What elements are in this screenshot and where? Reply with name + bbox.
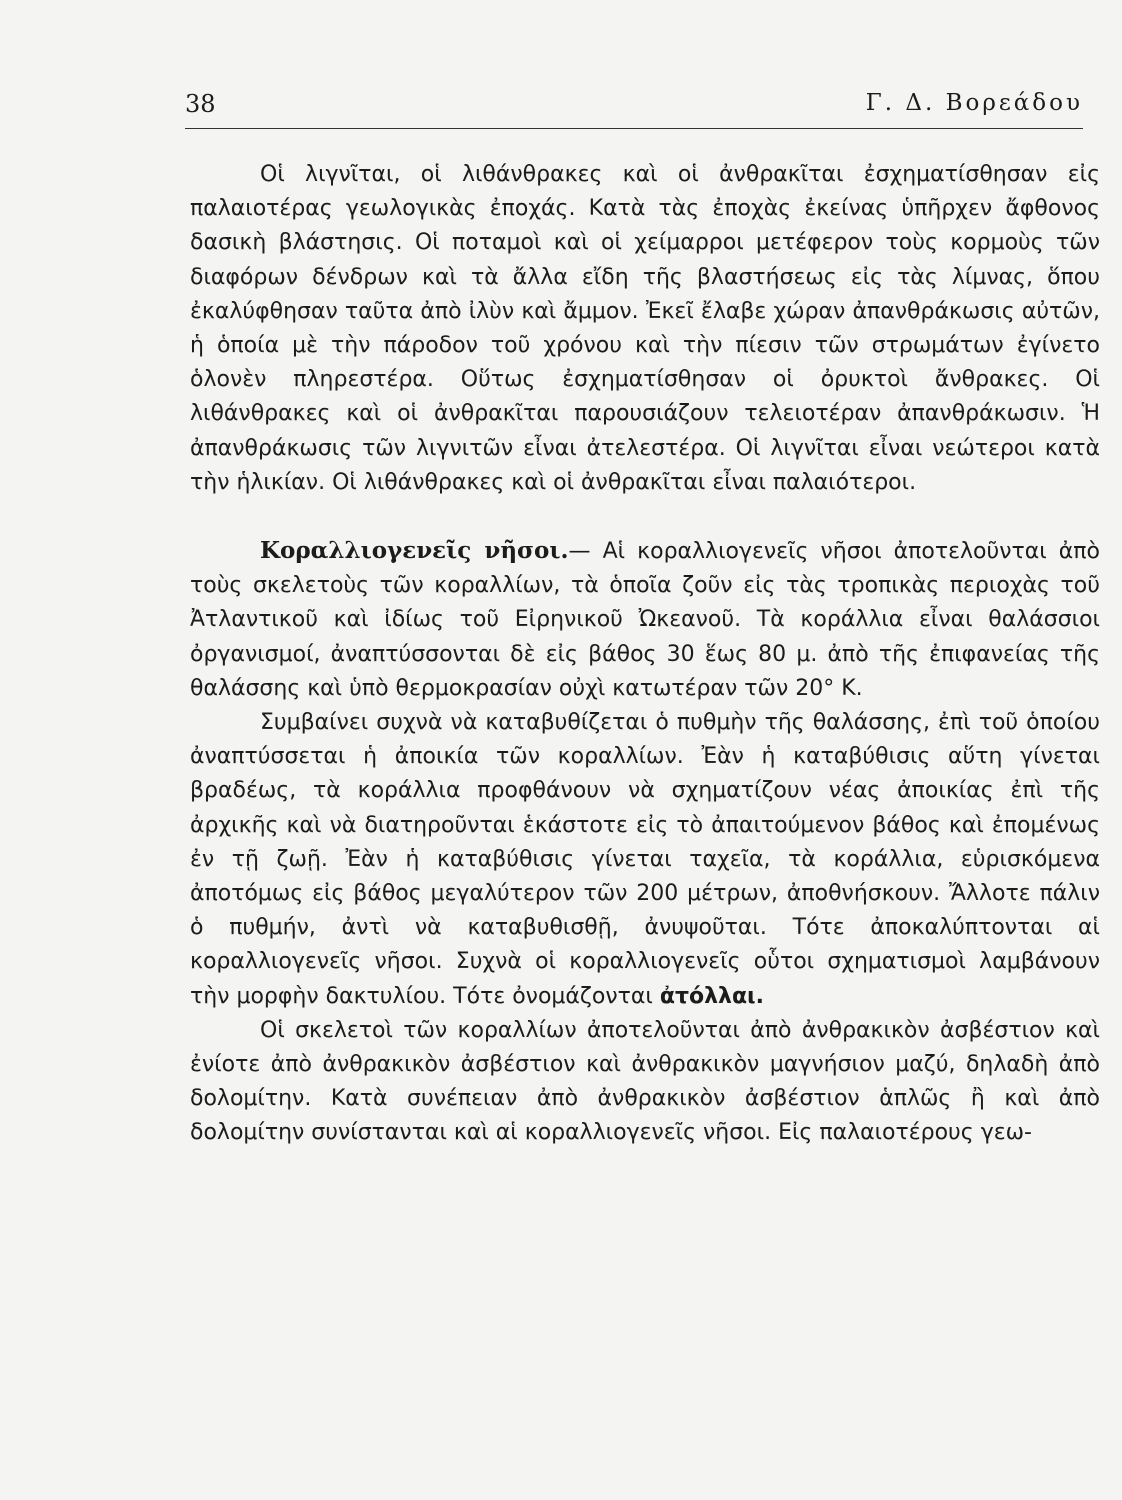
paragraph-text: Οἱ σκελετοὶ τῶν κοραλλίων ἀποτελοῦνται ἀπὸ ἀνθρακικὸν ἀσβέστιον καὶ ἐνίοτε ἀπὸ ἀνθρακικὸν ἀσβέστιον καὶ ἀνθρακικὸν μαγνήσιον μαζύ, δηλαδὴ ἀπὸ δολομίτην. Κατὰ συνέπειαν ἀπὸ ἀνθρακικὸν ἀσβέστιον ἁπλῶς ἢ καὶ ἀπὸ δολομίτην συνίστανται καὶ αἱ κοραλλιογενεῖς νῆσοι. Εἰς παλαιοτέρους γεω- <box>190 1017 1100 1146</box>
paragraph-skeletons <box>190 1014 1100 1151</box>
body-text <box>190 158 1100 1151</box>
paragraph-text: Οἱ λιγνῖται, οἱ λιθάνθρακες καὶ οἱ ἀνθρακῖται ἐσχηματίσθησαν εἰς παλαιοτέρας γεωλογικὰς ἐποχάς. Κατὰ τὰς ἐποχὰς ἐκείνας ὑπῆρχεν ἄφθονος δασικὴ βλάστησις. Οἱ ποταμοὶ καὶ οἱ χείμαρροι μετέφερον τοὺς κορμοὺς τῶν διαφόρων δένδρων καὶ τὰ ἄλλα εἴδη τῆς βλαστήσεως εἰς τὰς λίμνας, ὅπου ἐκαλύφθησαν ταῦτα ἀπὸ ἰλὺν καὶ ἄμμον. Ἐκεῖ ἔλαβε χώραν ἀπανθράκωσις αὐτῶν, ἡ ὁποία μὲ τὴν πάροδον τοῦ χρόνου καὶ τὴν πίεσιν τῶν στρωμάτων ἐγίνετο ὁλονὲν πληρεστέρα. Οὕτως ἐσχηματίσθησαν οἱ ὀρυκτοὶ ἄνθρακες. Οἱ λιθάνθρακες καὶ οἱ ἀνθρακῖται παρουσιάζουν τελειοτέραν ἀπανθράκωσιν. Ἡ ἀπανθράκωσις τῶν λιγνιτῶν εἶναι ἀτελεστέρα. Οἱ λιγνῖται εἶναι νεώτεροι κατὰ τὴν ἡλικίαν. Οἱ λιθάνθρακες καὶ οἱ ἀνθρακῖται εἶναι παλαιότεροι. <box>190 162 1100 495</box>
paragraph-coal <box>190 158 1100 500</box>
running-head: Γ. Δ. Βορεάδου <box>865 90 1083 116</box>
section-heading: Κοραλλιογενεῖς νῆσοι. <box>260 537 569 565</box>
atoll-term: ἀτόλλαι. <box>659 983 764 1009</box>
paragraph-subsidence <box>190 706 1100 1014</box>
page-number: 38 <box>185 90 216 118</box>
page-header <box>185 88 1083 129</box>
paragraph-text: Συμβαίνει συχνὰ νὰ καταβυθίζεται ὁ πυθμὴν τῆς θαλάσσης, ἐπὶ τοῦ ὁποίου ἀναπτύσσεται ἡ ἀποικία τῶν κοραλλίων. Ἐὰν ἡ καταβύθισις αὕτη γίνεται βραδέως, τὰ κοράλλια προφθάνουν νὰ σχηματίζουν νέας ἀποικίας ἐπὶ τῆς ἀρχικῆς καὶ νὰ διατηροῦνται ἑκάστοτε εἰς τὸ ἀπαιτούμενον βάθος καὶ ἐπομένως ἐν τῇ ζωῇ. Ἐὰν ἡ καταβύθισις γίνεται ταχεῖα, τὰ κοράλλια, εὑρισκόμενα ἀποτόμως εἰς βάθος μεγαλύτερον τῶν 200 μέτρων, ἀποθνήσκουν. Ἄλλοτε πάλιν ὁ πυθμήν, ἀντὶ νὰ καταβυθισθῇ, ἀνυψοῦται. Τότε ἀποκαλύπτονται αἱ κοραλλιογενεῖς νῆσοι. Συχνὰ οἱ κοραλλιογενεῖς οὗτοι σχηματισμοὶ λαμβάνουν τὴν μορφὴν δακτυλίου. Τότε ὀνομάζονται <box>190 710 1100 1009</box>
paragraph-text: — Αἱ κοραλλιογενεῖς νῆσοι ἀποτελοῦνται ἀπὸ τοὺς σκελετοὺς τῶν κοραλλίων, τὰ ὁποῖα ζοῦν εἰς τὰς τροπικὰς περιοχὰς τοῦ Ἀτλαντικοῦ καὶ ἰδίως τοῦ Εἰρηνικοῦ Ὠκεανοῦ. Τὰ κοράλλια εἶναι θαλάσσιοι ὀργανισμοί, ἀναπτύσσονται δὲ εἰς βάθος 30 ἕως 80 μ. ἀπὸ τῆς ἐπιφανείας τῆς θαλάσσης καὶ ὑπὸ θερμοκρασίαν οὐχὶ κατωτέραν τῶν 20° Κ. <box>190 539 1100 701</box>
paragraph-coral-islands <box>190 534 1100 706</box>
